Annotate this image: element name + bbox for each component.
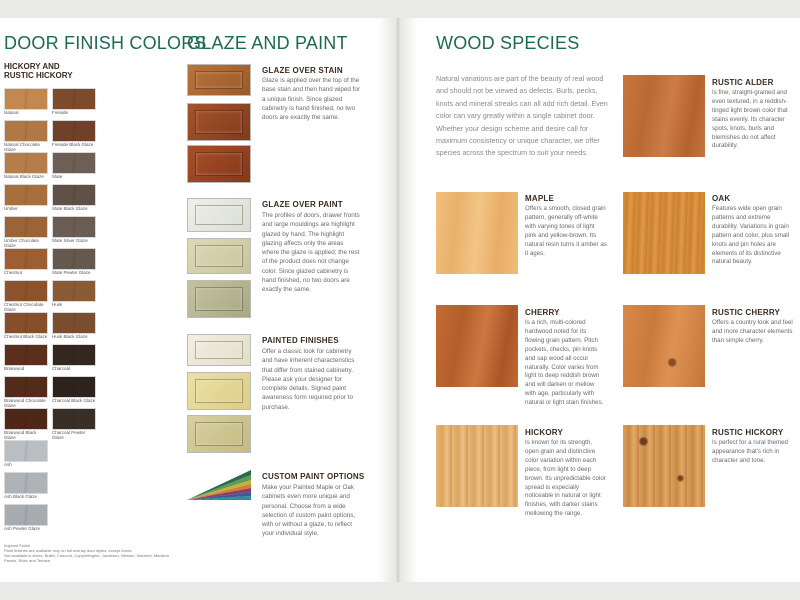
rustic-alder-text: Is fine, straight-grained and even textured, in a reddish-tinged light brown color that stains evenly. Its character spots, knots, burls and blemishes do not affect durability. bbox=[712, 89, 788, 150]
finish-swatch bbox=[52, 88, 96, 110]
finish-swatch bbox=[4, 120, 48, 142]
painted-door-3 bbox=[187, 415, 251, 453]
cherry-title: CHERRY bbox=[525, 308, 560, 317]
glaze-paint-title: GLAZE AND PAINT bbox=[187, 33, 348, 53]
finish-swatch bbox=[4, 440, 48, 462]
oak-title: OAK bbox=[712, 194, 731, 203]
painted-finishes-title: PAINTED FINISHES bbox=[262, 336, 339, 345]
finish-swatch-label: Slate Silver Glaze bbox=[52, 238, 88, 243]
cherry-sample bbox=[436, 305, 518, 387]
maple-title: MAPLE bbox=[525, 194, 554, 203]
finish-swatch bbox=[52, 344, 96, 366]
glaze-paint-door-1 bbox=[187, 198, 251, 232]
finish-swatch bbox=[4, 152, 48, 174]
custom-paint-title: CUSTOM PAINT OPTIONS bbox=[262, 472, 365, 481]
finish-swatch-label: Ash Black Glaze bbox=[4, 494, 38, 499]
painted-finishes-text: Offer a classic look for cabinetry and have inherent characteristics that differ from stained cabinetry. Please ask your designer for complete details. Signed paint awareness form required prior to purchase. bbox=[262, 348, 355, 411]
hickory-title: HICKORY bbox=[525, 428, 563, 437]
rustic-hickory-text: Is perfect for a rural themed appearance that's rich in character and tone. bbox=[712, 439, 789, 464]
finish-swatch bbox=[4, 472, 48, 494]
hickory-text: Is known for its strength, open grain and distinctive color variation within each piece, from light to deep brown. Its unpredictable color spread is especially noticeable in natural or light finishes, with darker stains mellowing the range. bbox=[525, 439, 606, 518]
finish-swatch-label: Briarwood Black Glaze bbox=[4, 430, 37, 440]
finish-swatch-label: Husk Black Glaze bbox=[52, 334, 88, 339]
finish-swatch bbox=[4, 216, 48, 238]
glaze-over-stain-title: GLAZE OVER STAIN bbox=[262, 66, 343, 75]
painted-door-2 bbox=[187, 372, 251, 410]
finish-swatch-label: Slate Black Glaze bbox=[52, 206, 88, 211]
finish-swatch-label: Slate Pewter Glaze bbox=[52, 270, 91, 275]
footnote: Inspired Finish bbox=[4, 543, 31, 548]
maple-sample bbox=[436, 192, 518, 274]
paint-fan-deck bbox=[187, 470, 251, 500]
door-finish-title: DOOR FINISH COLORS bbox=[4, 33, 207, 53]
finish-swatch bbox=[4, 408, 48, 430]
glaze-over-paint-text: The profiles of doors, drawer fronts and large mouldings are highlight glazed by hand. The highlight glazing affects only the areas where the glaze is applied; the rest of the product does not change color. Since glazed cabinetry is hand finished, no two doors are exactly the same. bbox=[262, 212, 360, 294]
rustic-alder-sample bbox=[623, 75, 705, 157]
footnote: Paint finishes are available only on full overlay door styles, except Ames. bbox=[4, 548, 133, 553]
painted-door-1 bbox=[187, 334, 251, 366]
finish-swatch bbox=[52, 152, 96, 174]
finish-swatch-label: Husk bbox=[52, 302, 63, 307]
finish-swatch-label: Ash Pewter Glaze bbox=[4, 526, 41, 531]
footnote: Not available in Ames, Bullet, Concord, Copperfingers, Jacobsen, Weston, Warners, Madison Panels, Rider and Terrace. bbox=[4, 553, 169, 563]
custom-paint-text: Make your Painted Maple or Oak cabinets even more unique and personal. Choose from a wide selection of custom paint options, with or without a glaze, to reflect your individual style. bbox=[262, 484, 356, 538]
finish-swatch-label: Natural Black Glaze bbox=[4, 174, 44, 179]
rustic-hickory-title: RUSTIC HICKORY bbox=[712, 428, 784, 437]
finish-swatch-label: Natural Chocolate Glaze bbox=[4, 142, 41, 152]
finish-swatch bbox=[4, 280, 48, 302]
finish-swatch-label: Natural bbox=[4, 110, 19, 115]
finish-swatch-label: Chestnut bbox=[4, 270, 23, 275]
finish-swatch bbox=[4, 504, 48, 526]
finish-swatch bbox=[4, 344, 48, 366]
finish-swatch bbox=[52, 216, 96, 238]
glaze-over-stain-text: Glaze is applied over the top of the base stain and then hand wiped for a unique finish. Since glazed cabinetry is hand finished, no two doors are exactly the same. bbox=[262, 77, 361, 122]
glaze-stain-door-3 bbox=[187, 145, 251, 183]
finish-swatch bbox=[4, 376, 48, 398]
finish-swatch-label: Chestnut Black Glaze bbox=[4, 334, 48, 339]
finish-swatch-label: Ash bbox=[4, 462, 12, 467]
finish-swatch bbox=[52, 120, 96, 142]
glaze-paint-door-3 bbox=[187, 280, 251, 318]
finish-swatch bbox=[4, 88, 48, 110]
wood-species-title: WOOD SPECIES bbox=[436, 33, 580, 53]
finish-swatch-label: Umber bbox=[4, 206, 18, 211]
glaze-paint-door-2 bbox=[187, 238, 251, 274]
hickory-sample bbox=[436, 425, 518, 507]
finish-swatch-label: Charcoal Pewter Glaze bbox=[52, 430, 86, 440]
finish-swatch-label: Fireside Black Glaze bbox=[52, 142, 94, 147]
rustic-hickory-sample bbox=[623, 425, 705, 507]
glaze-stain-door-2 bbox=[187, 103, 251, 141]
finish-swatch-label: Chestnut Chocolate Glaze bbox=[4, 302, 44, 312]
wood-species-intro: Natural variations are part of the beauty of real wood and should not be viewed as defects. Burls, pecks, knots and mineral streaks can all add rich detail. Even color can vary greatly within a single cabinet door. Whether your design scheme and desire call for maximum consistency or unique character, we offer species across the spectrum to suit your needs. bbox=[436, 74, 608, 158]
finish-swatch-label: Umber Chocolate Glaze bbox=[4, 238, 40, 248]
rustic-cherry-title: RUSTIC CHERRY bbox=[712, 308, 781, 317]
finish-swatch bbox=[4, 248, 48, 270]
page-gutter bbox=[378, 18, 418, 582]
finish-swatch-label: Slate bbox=[52, 174, 63, 179]
rustic-cherry-text: Offers a country look and feel and more character elements than simple cherry. bbox=[712, 319, 793, 344]
finish-swatch bbox=[52, 408, 96, 430]
cherry-text: Is a rich, multi-colored hardwood noted for its flowing grain pattern. Pitch pockets, checks, pin knots and sap wood all occur naturally. Color varies from light to deep reddish brown and will darken or mellow with age, particularly with natural or light stain finishes. bbox=[525, 319, 604, 407]
finish-swatch bbox=[52, 376, 96, 398]
finish-swatch bbox=[4, 184, 48, 206]
maple-text: Offers a smooth, closed grain pattern, generally off-white with varying tones of light pink and yellow-brown. Its natural resin turns it amber as it ages. bbox=[525, 205, 607, 257]
rustic-alder-title: RUSTIC ALDER bbox=[712, 78, 774, 87]
finish-swatch bbox=[52, 248, 96, 270]
finish-swatch-label: Briarwood Chocolate Glaze bbox=[4, 398, 46, 408]
rustic-cherry-sample bbox=[623, 305, 705, 387]
finish-swatch-label: Fireside bbox=[52, 110, 69, 115]
hickory-subtitle: HICKORY AND RUSTIC HICKORY bbox=[4, 62, 73, 80]
finish-swatch-label: Charcoal bbox=[52, 366, 71, 371]
oak-sample bbox=[623, 192, 705, 274]
oak-text: Features wide open grain patterns and extreme durability. Variations in grain pattern and color, plus small knots and pin holes are elements of its distinctive natural beauty. bbox=[712, 205, 790, 266]
finish-swatch-label: Briarwood bbox=[4, 366, 25, 371]
glaze-stain-door-1 bbox=[187, 64, 251, 96]
finish-swatch bbox=[52, 280, 96, 302]
finish-swatch-label: Charcoal Black Glaze bbox=[52, 398, 96, 403]
finish-swatch bbox=[52, 312, 96, 334]
finish-swatch bbox=[4, 312, 48, 334]
finish-swatch bbox=[52, 184, 96, 206]
glaze-over-paint-title: GLAZE OVER PAINT bbox=[262, 200, 343, 209]
